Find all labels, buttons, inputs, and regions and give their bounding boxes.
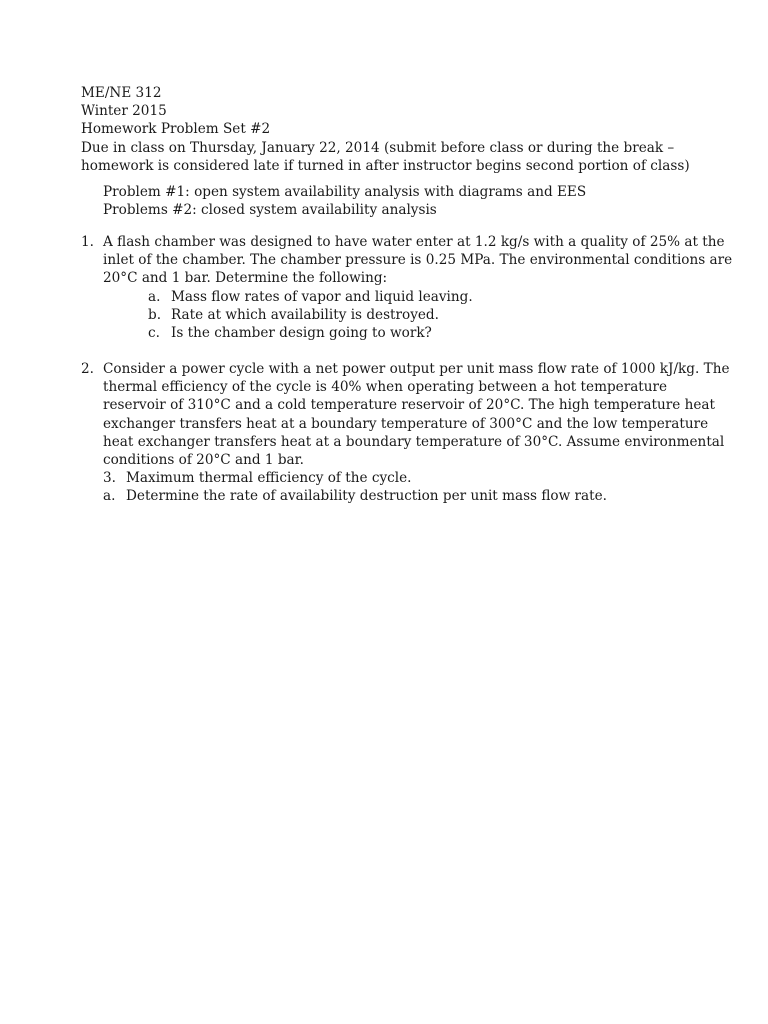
sub-question: [81, 324, 696, 342]
sub-question-text: Is the chamber design going to work?: [171, 324, 432, 341]
statement-line: exchanger transfers heat at a boundary temperature of 300°C and the low temperature: [103, 415, 709, 432]
course-code: ME/NE 312: [81, 85, 162, 101]
statement-line: thermal efficiency of the cycle is 40% when operating between a hot temperature: [103, 379, 668, 396]
document-header: [81, 84, 701, 175]
statement-line: Consider a power cycle with a net power output per unit mass flow rate of 1000 kJ/kg. The: [103, 361, 730, 377]
sub-question-marker: a.: [148, 288, 161, 305]
statement-line: reservoir of 310°C and a cold temperature reservoir of 20°C. The high temperature heat: [103, 397, 715, 414]
summary-line-1: Problem #1: open system availability analysis with diagrams and EES: [103, 184, 587, 200]
sub-question-marker: a.: [103, 488, 116, 505]
sub-question-list: [81, 469, 696, 505]
sub-question: [81, 469, 696, 487]
sub-question-text: Mass flow rates of vapor and liquid leaving.: [171, 288, 473, 305]
problem-statement: [103, 360, 730, 469]
problem-1: [81, 233, 733, 342]
problem-2: [81, 360, 730, 506]
statement-line: 20°C and 1 bar. Determine the following:: [103, 270, 388, 287]
summary-line-2: Problems #2: closed system availability analysis: [103, 202, 437, 219]
sub-question-marker: 3.: [103, 470, 116, 487]
problem-statement: [103, 233, 733, 288]
statement-line: conditions of 20°C and 1 bar.: [103, 452, 304, 469]
sub-question-text: Rate at which availability is destroyed.: [171, 306, 439, 323]
problem-number: 2.: [81, 361, 94, 377]
statement-line: heat exchanger transfers heat at a boundary temperature of 30°C. Assume environmental: [103, 433, 725, 450]
due-date-line-1: Due in class on Thursday, January 22, 2014 (submit before class or during the break –: [81, 139, 675, 156]
sub-question-text: Determine the rate of availability destruction per unit mass flow rate.: [126, 488, 607, 505]
sub-question: [81, 487, 696, 505]
sub-question-list: [81, 288, 696, 343]
assignment-title: Homework Problem Set #2: [81, 121, 271, 138]
problem-summary: [103, 183, 703, 219]
sub-question: [81, 288, 696, 306]
sub-question-marker: b.: [148, 306, 162, 323]
due-date-line-2: homework is considered late if turned in after instructor begins second portion of class): [81, 157, 690, 174]
statement-line: inlet of the chamber. The chamber pressure is 0.25 MPa. The environmental conditions are: [103, 252, 733, 269]
sub-question: [81, 306, 696, 324]
sub-question-marker: c.: [148, 324, 160, 341]
term: Winter 2015: [81, 103, 167, 120]
problem-number: 1.: [81, 234, 94, 250]
sub-question-text: Maximum thermal efficiency of the cycle.: [126, 470, 412, 487]
statement-line: A flash chamber was designed to have water enter at 1.2 kg/s with a quality of 25% at the: [103, 234, 725, 250]
